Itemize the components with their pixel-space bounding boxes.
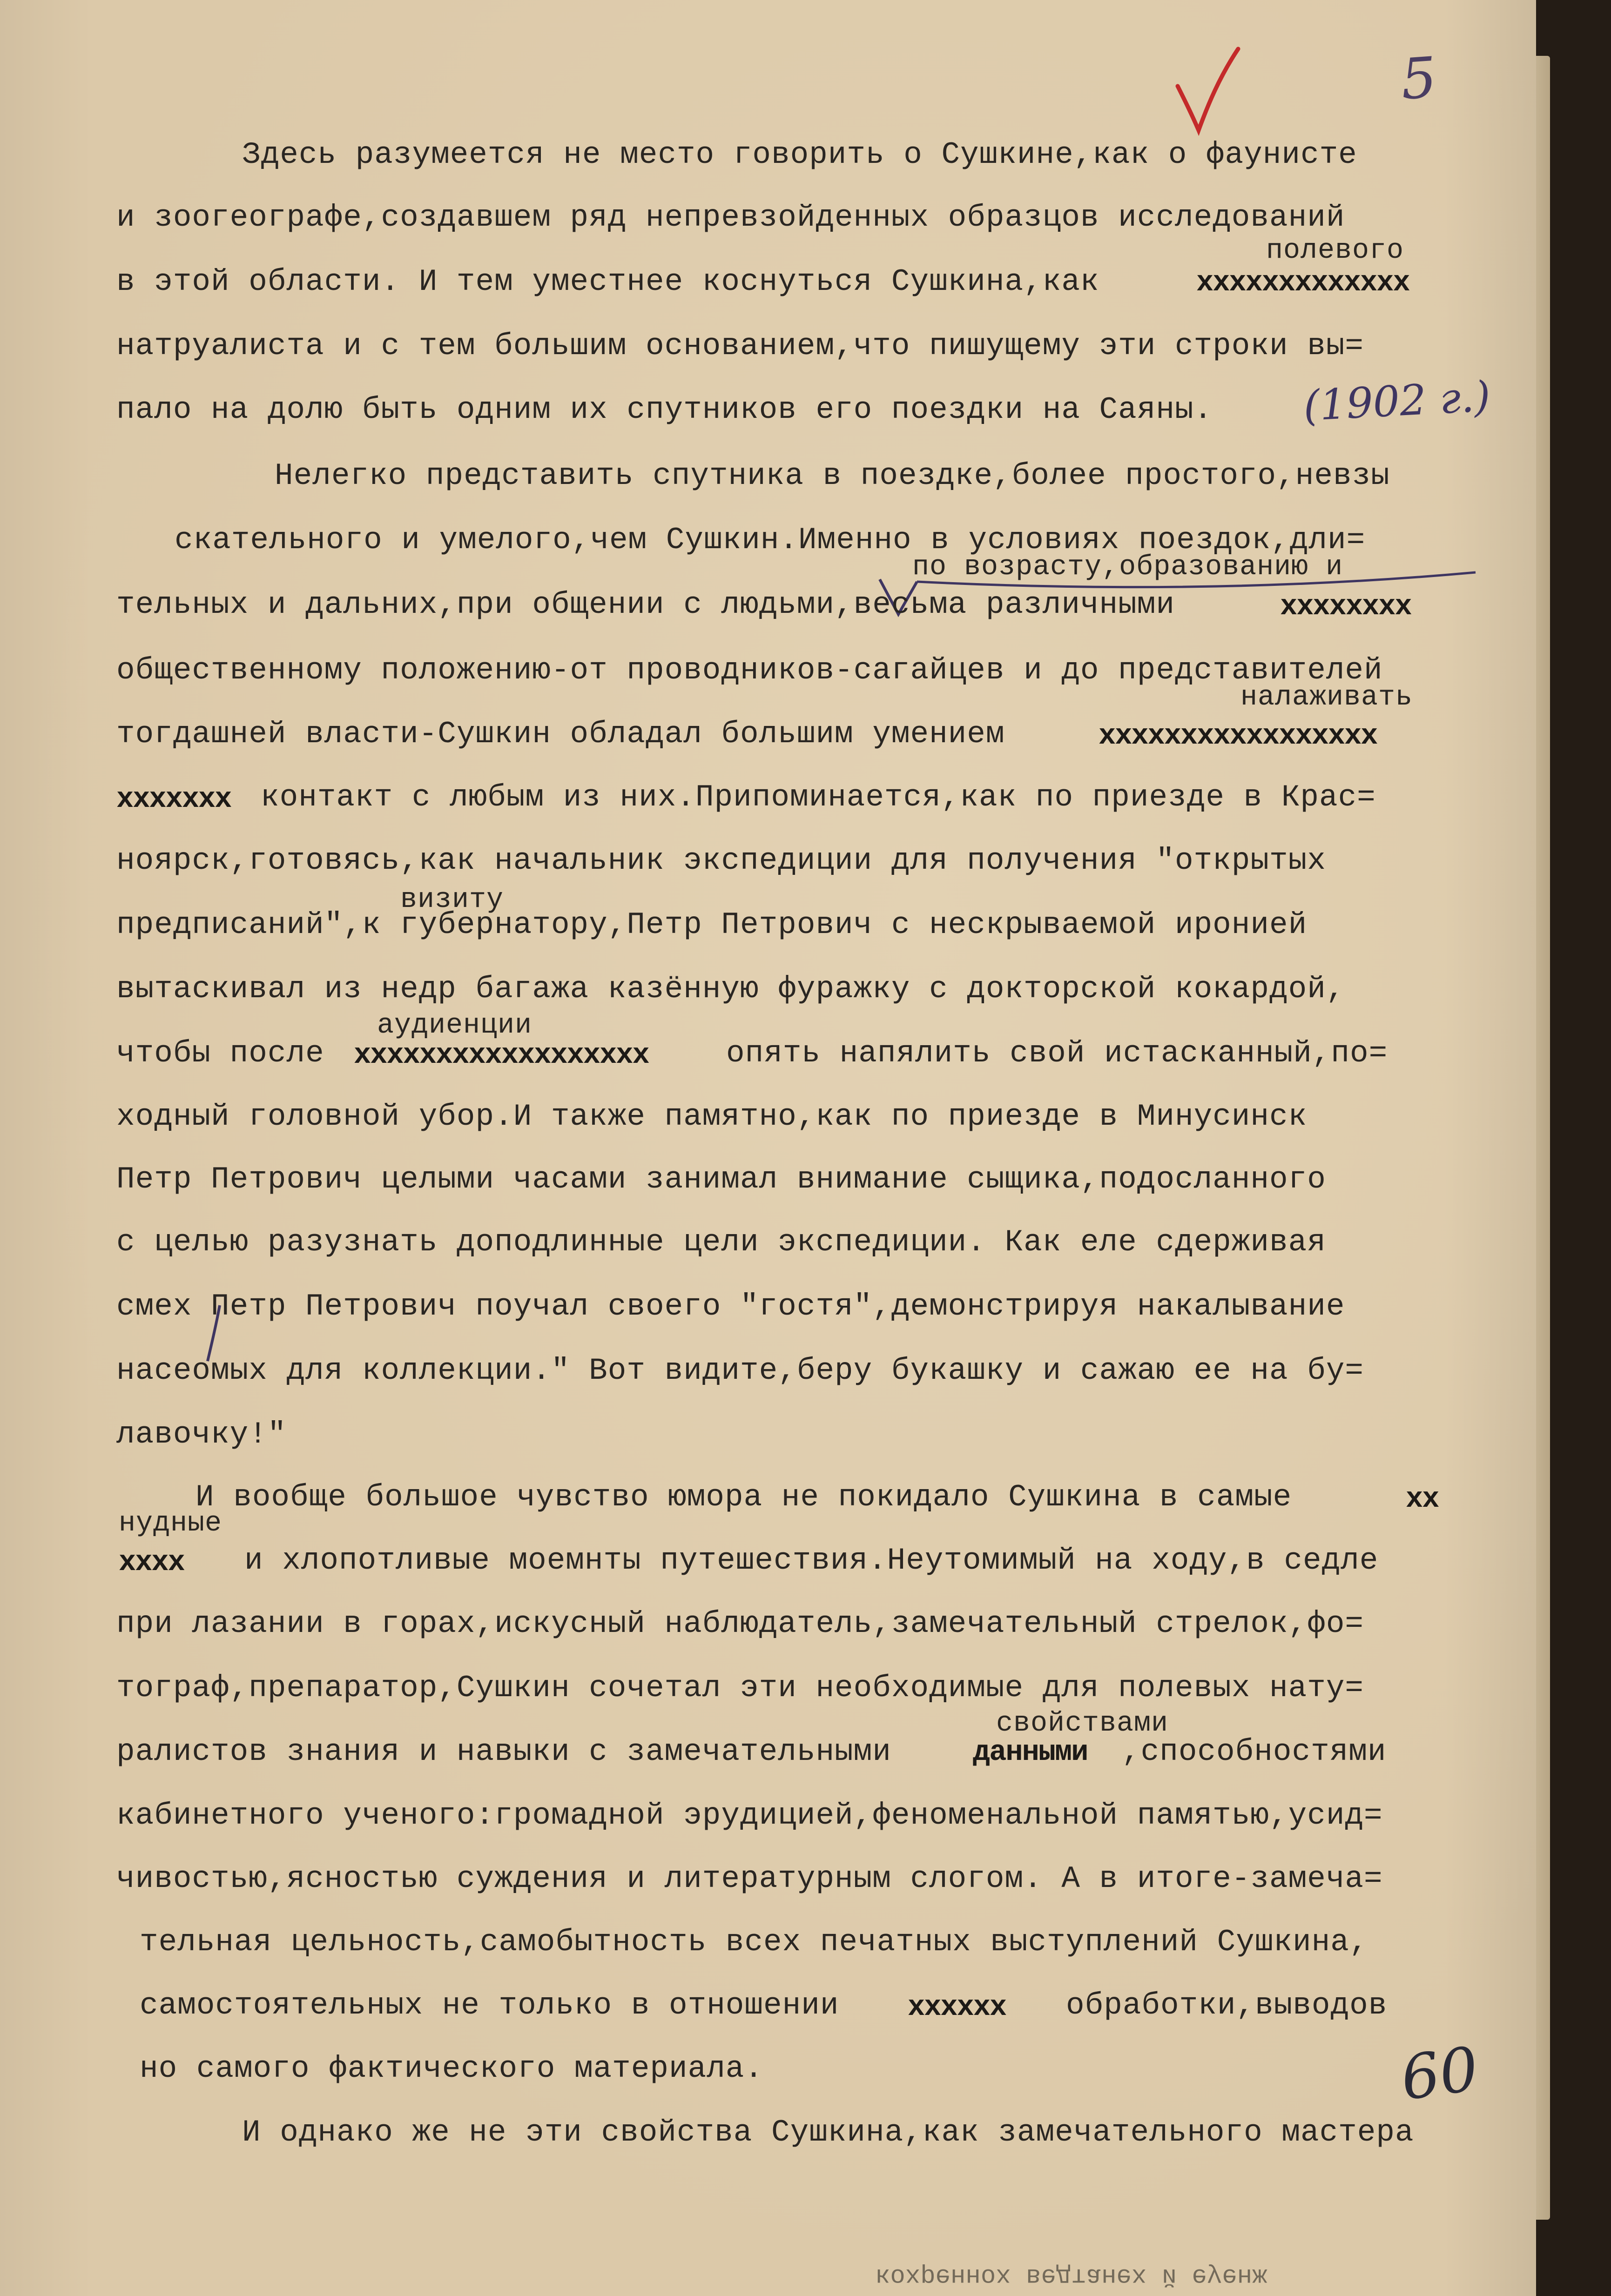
text-line-13: предписаний",к губернатору,Петр Петрович с нескрываемой иронией — [116, 907, 1308, 942]
text-line-17: Петр Петрович целыми часами занимал внимание сыщика,подосланного — [116, 1162, 1326, 1197]
strikeout-9: xxxxxx — [908, 1991, 1006, 2024]
text-line-22: И вообще большое чувство юмора не покидало Сушкина в самые — [195, 1480, 1292, 1515]
red-checkmark-icon — [1173, 44, 1243, 137]
strikeout-3b: xxxxxxx — [116, 783, 231, 816]
strikeout-1: xxxxxxxxxxxxx — [1196, 266, 1409, 299]
text-line-6: Нелегко представить спутника в поездке,более простого,невзы — [275, 458, 1390, 493]
text-line-5: пало на долю быть одним их спутников его поездки на Саяны. — [116, 392, 1213, 427]
insertion-po-vozrastu: по возрасту,образованию и — [912, 551, 1343, 583]
text-line-19: смех Петр Петрович поучал своего "гостя",демонстрируя накалывание — [116, 1289, 1345, 1324]
text-line-21: лавочку!" — [116, 1417, 287, 1452]
text-line-30b: обработки,выводов — [1066, 1988, 1388, 2023]
text-line-15a: чтобы после — [116, 1036, 324, 1071]
strikeout-3a: xxxxxxxxxxxxxxxxx — [1099, 719, 1377, 752]
strikeout-6: xx — [1406, 1483, 1439, 1516]
insertion-svoistvami: свойствами — [996, 1708, 1169, 1739]
text-line-24: при лазании в горах,искусный наблюдатель,замечательный стрелок,фо= — [116, 1606, 1364, 1641]
text-line-12: ноярск,готовясь,как начальник экспедиции для получения "открытых — [116, 843, 1326, 878]
text-line-26a: ралистов знания и навыки с замечательными — [116, 1734, 891, 1769]
insertion-polevogo: полевого — [1266, 235, 1404, 267]
text-line-7: скательного и умелого,чем Сушкин.Именно в условиях поездок,дли= — [175, 523, 1366, 557]
strikeout-4: xxxxxxxxxxxxxxxxxx — [354, 1039, 649, 1072]
text-line-28: чивостью,ясностью суждения и литературным слогом. А в итоге-замеча= — [116, 1861, 1383, 1896]
text-line-32: И однако же не эти свойства Сушкина,как замечательного мастера — [242, 2115, 1414, 2150]
text-line-18: с целью разузнать доподлинные цели экспедиции. Как еле сдерживая — [116, 1225, 1326, 1260]
handwritten-date-note: (1902 г.) — [1302, 372, 1492, 431]
strikeout-8: данными — [973, 1736, 1088, 1769]
text-line-30a: самостоятельных не только в отношении — [140, 1988, 839, 2023]
text-line-23: и хлопотливые моемнты путешествия.Неутомимый на ходу,в седле — [244, 1543, 1379, 1578]
strikeout-2: xxxxxxxx — [1280, 590, 1411, 623]
text-line-8: тельных и дальних,при общении с людьми,весьма различными — [116, 587, 1175, 622]
insertion-audiencii: аудиенции — [377, 1010, 533, 1041]
insertion-vizitu: визиту — [400, 884, 504, 916]
page-number: 5 — [1399, 45, 1439, 113]
text-line-31: но самого фактического материала. — [140, 2051, 764, 2086]
bleed-through-text: кохреннох ведтанех й еуенж — [875, 2262, 1267, 2290]
strikeout-7: xxxx — [119, 1546, 184, 1579]
insertion-nalazhivat: налаживать — [1240, 682, 1413, 713]
text-line-2: и зоогеографе,создавшем ряд непревзойденных образцов исследований — [116, 200, 1345, 235]
text-line-29: тельная цельность,самобытность всех печатных выступлений Сушкина, — [140, 1925, 1368, 1960]
text-line-14: вытаскивал из недр багажа казённую фуражку с докторской кокардой, — [116, 972, 1345, 1007]
text-line-3: в этой области. И тем уместнее коснуться Сушкина,как — [116, 264, 1099, 299]
text-line-9: общественному положению-от проводников-сагайцев и до представителей — [116, 653, 1383, 688]
archive-number: 60 — [1396, 2033, 1483, 2114]
text-line-1: Здесь разумеется не место говорить о Сушкине,как о фаунисте — [242, 137, 1357, 172]
text-line-27: кабинетного ученого:громадной эрудицией,феноменальной памятью,усид= — [116, 1798, 1383, 1833]
text-line-4: натруалиста и с тем большим основанием,что пишущему эти строки вы= — [116, 329, 1364, 363]
text-line-10: тогдашней власти-Сушкин обладал большим умением — [116, 717, 1005, 752]
text-line-15b: опять напялить свой истасканный,по= — [726, 1036, 1388, 1071]
text-line-11: контакт с любым из них.Припоминается,как по приезде в Крас= — [261, 780, 1376, 815]
text-line-25: тограф,препаратор,Сушкин сочетал эти необходимые для полевых нату= — [116, 1671, 1364, 1705]
text-line-26b: ,способностями — [1122, 1734, 1387, 1769]
text-line-20: насеомых для коллекции." Вот видите,беру букашку и сажаю ее на бу= — [116, 1353, 1364, 1388]
insertion-nudnye: нудные — [119, 1508, 222, 1539]
text-line-16: ходный головной убор.И также памятно,как по приезде в Минусинск — [116, 1099, 1308, 1134]
